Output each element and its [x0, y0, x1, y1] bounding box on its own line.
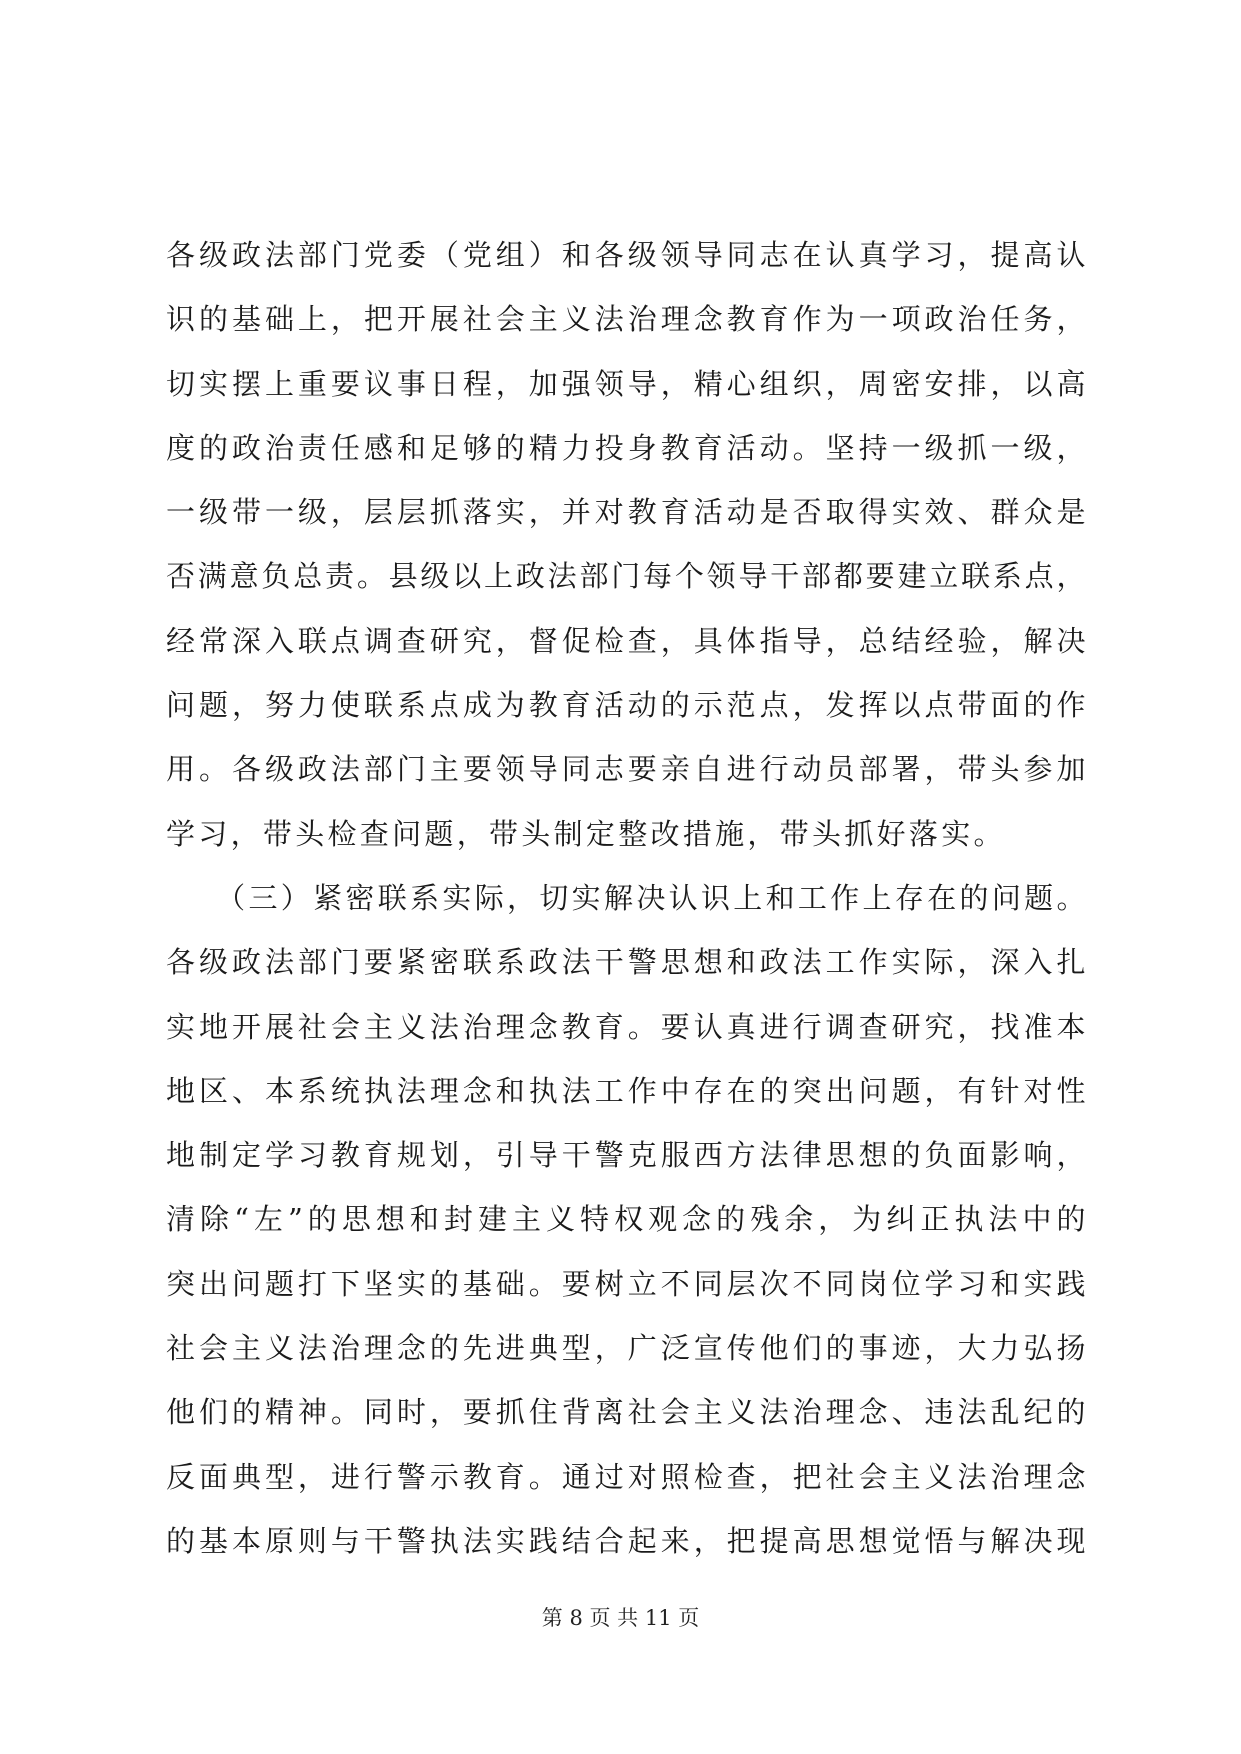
- text-line: 经常深入联点调查研究，督促检查，具体指导，总结经验，解决: [166, 623, 1086, 658]
- text-line: 地制定学习教育规划，引导干警克服西方法律思想的负面影响，: [166, 1138, 1086, 1173]
- text-line: 实地开展社会主义法治理念教育。要认真进行调查研究，找准本: [166, 1009, 1086, 1044]
- page-footer: [0, 1606, 1241, 1630]
- text-line: 各级政法部门要紧密联系政法干警思想和政法工作实际，深入扎: [166, 945, 1086, 980]
- text-line: 清除“左”的思想和封建主义特权观念的残余，为纠正执法中的: [166, 1202, 1086, 1237]
- text-line: 的基本原则与干警执法实践结合起来，把提高思想觉悟与解决现: [166, 1523, 1086, 1558]
- text-line: 社会主义法治理念的先进典型，广泛宣传他们的事迹，大力弘扬: [166, 1331, 1086, 1366]
- text-line: 他们的精神。同时，要抓住背离社会主义法治理念、违法乱纪的: [166, 1395, 1086, 1430]
- text-line: 反面典型，进行警示教育。通过对照检查，把社会主义法治理念: [166, 1459, 1086, 1494]
- section-heading-line: （三）紧密联系实际，切实解决认识上和工作上存在的问题。: [166, 880, 1086, 915]
- text-line: 度的政治责任感和足够的精力投身教育活动。坚持一级抓一级，: [166, 430, 1086, 465]
- text-line: 问题，努力使联系点成为教育活动的示范点，发挥以点带面的作: [166, 688, 1086, 723]
- body-text: [166, 223, 1086, 1573]
- text-line: 切实摆上重要议事日程，加强领导，精心组织，周密安排，以高: [166, 366, 1086, 401]
- text-line: 否满意负总责。县级以上政法部门每个领导干部都要建立联系点，: [166, 559, 1086, 594]
- text-line: 一级带一级，层层抓落实，并对教育活动是否取得实效、群众是: [166, 495, 1086, 530]
- page-number: 第 8 页 共 11 页: [541, 1606, 700, 1630]
- text-line: 突出问题打下坚实的基础。要树立不同层次不同岗位学习和实践: [166, 1266, 1086, 1301]
- text-line-paragraph-end: 学习，带头检查问题，带头制定整改措施，带头抓好落实。: [166, 816, 1006, 851]
- text-line: 识的基础上，把开展社会主义法治理念教育作为一项政治任务，: [166, 302, 1086, 337]
- text-line: 用。各级政法部门主要领导同志要亲自进行动员部署，带头参加: [166, 752, 1086, 787]
- text-line: 各级政法部门党委（党组）和各级领导同志在认真学习，提高认: [166, 238, 1086, 272]
- text-line: 地区、本系统执法理念和执法工作中存在的突出问题，有针对性: [166, 1073, 1086, 1108]
